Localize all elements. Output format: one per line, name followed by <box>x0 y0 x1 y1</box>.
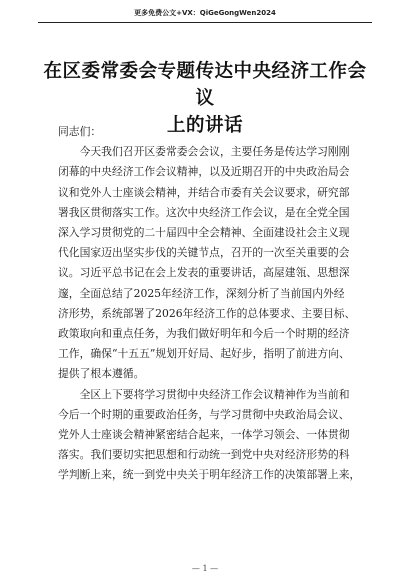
paragraph-line: 全区上下要将学习贯彻中央经济工作会议精神作为当前和 <box>79 387 350 401</box>
paragraph-line: 党外人士座谈会精神紧密结合起来，一体学习领会、一体贯彻 <box>58 428 350 442</box>
paragraph-line: 落实。我们要切实把思想和行动统一到党中央对经济形势的科 <box>58 448 350 462</box>
page-number: — 1 — <box>191 564 219 573</box>
paragraph-line: 邃，全面总结了2025年经济工作，深刻分析了当前国内外经 <box>58 286 345 300</box>
paragraph-line: 代化国家迈出坚实步伐的关键节点，召开的一次至关重要的会 <box>58 246 350 260</box>
title-line-1: 在区委常委会专题传达中央经济工作会议 <box>43 61 367 109</box>
header-note: 更多免费公文+VX：QiGeGongWen2024 <box>134 9 276 17</box>
title-line-2: 上的讲话 <box>166 115 243 136</box>
paragraph-line: 政策取向和重点任务，为我们做好明年和今后一个时期的经济 <box>58 327 350 341</box>
salutation: 同志们： <box>58 125 102 138</box>
paragraph-line: 济形势，系统部署了2026年经济工作的总体要求、主要目标、 <box>58 306 356 320</box>
paragraph-line: 闭幕的中央经济工作会议精神，以及近期召开的中央政治局会 <box>58 165 350 179</box>
paragraph-line: 今天我们召开区委常委会会议，主要任务是传达学习刚刚 <box>79 145 350 159</box>
paragraph-line: 学判断上来，统一到党中央关于明年经济工作的决策部署上来， <box>58 468 361 482</box>
paragraph-line: 议和党外人士座谈会精神，并结合市委有关会议要求，研究部 <box>58 185 350 199</box>
header-divider <box>38 22 372 23</box>
paragraph-line: 深入学习贯彻党的二十届四中全会精神、全面建设社会主义现 <box>58 226 350 240</box>
paragraph-line: 工作，确保“十五五”规划开好局、起好步，指明了前进方向、 <box>58 347 350 361</box>
paragraph-2 <box>58 385 361 486</box>
paragraph-line: 署我区贯彻落实工作。这次中央经济工作会议，是在全党全国 <box>58 205 350 219</box>
document-body <box>58 122 361 486</box>
paragraph-line: 提供了根本遵循。 <box>58 367 145 381</box>
paragraph-line: 今后一个时期的重要政治任务，与学习贯彻中央政治局会议、 <box>58 407 350 421</box>
paragraph-line: 议。习近平总书记在会上发表的重要讲话，高屋建瓴、思想深 <box>58 266 350 280</box>
paragraph-1 <box>58 142 358 384</box>
